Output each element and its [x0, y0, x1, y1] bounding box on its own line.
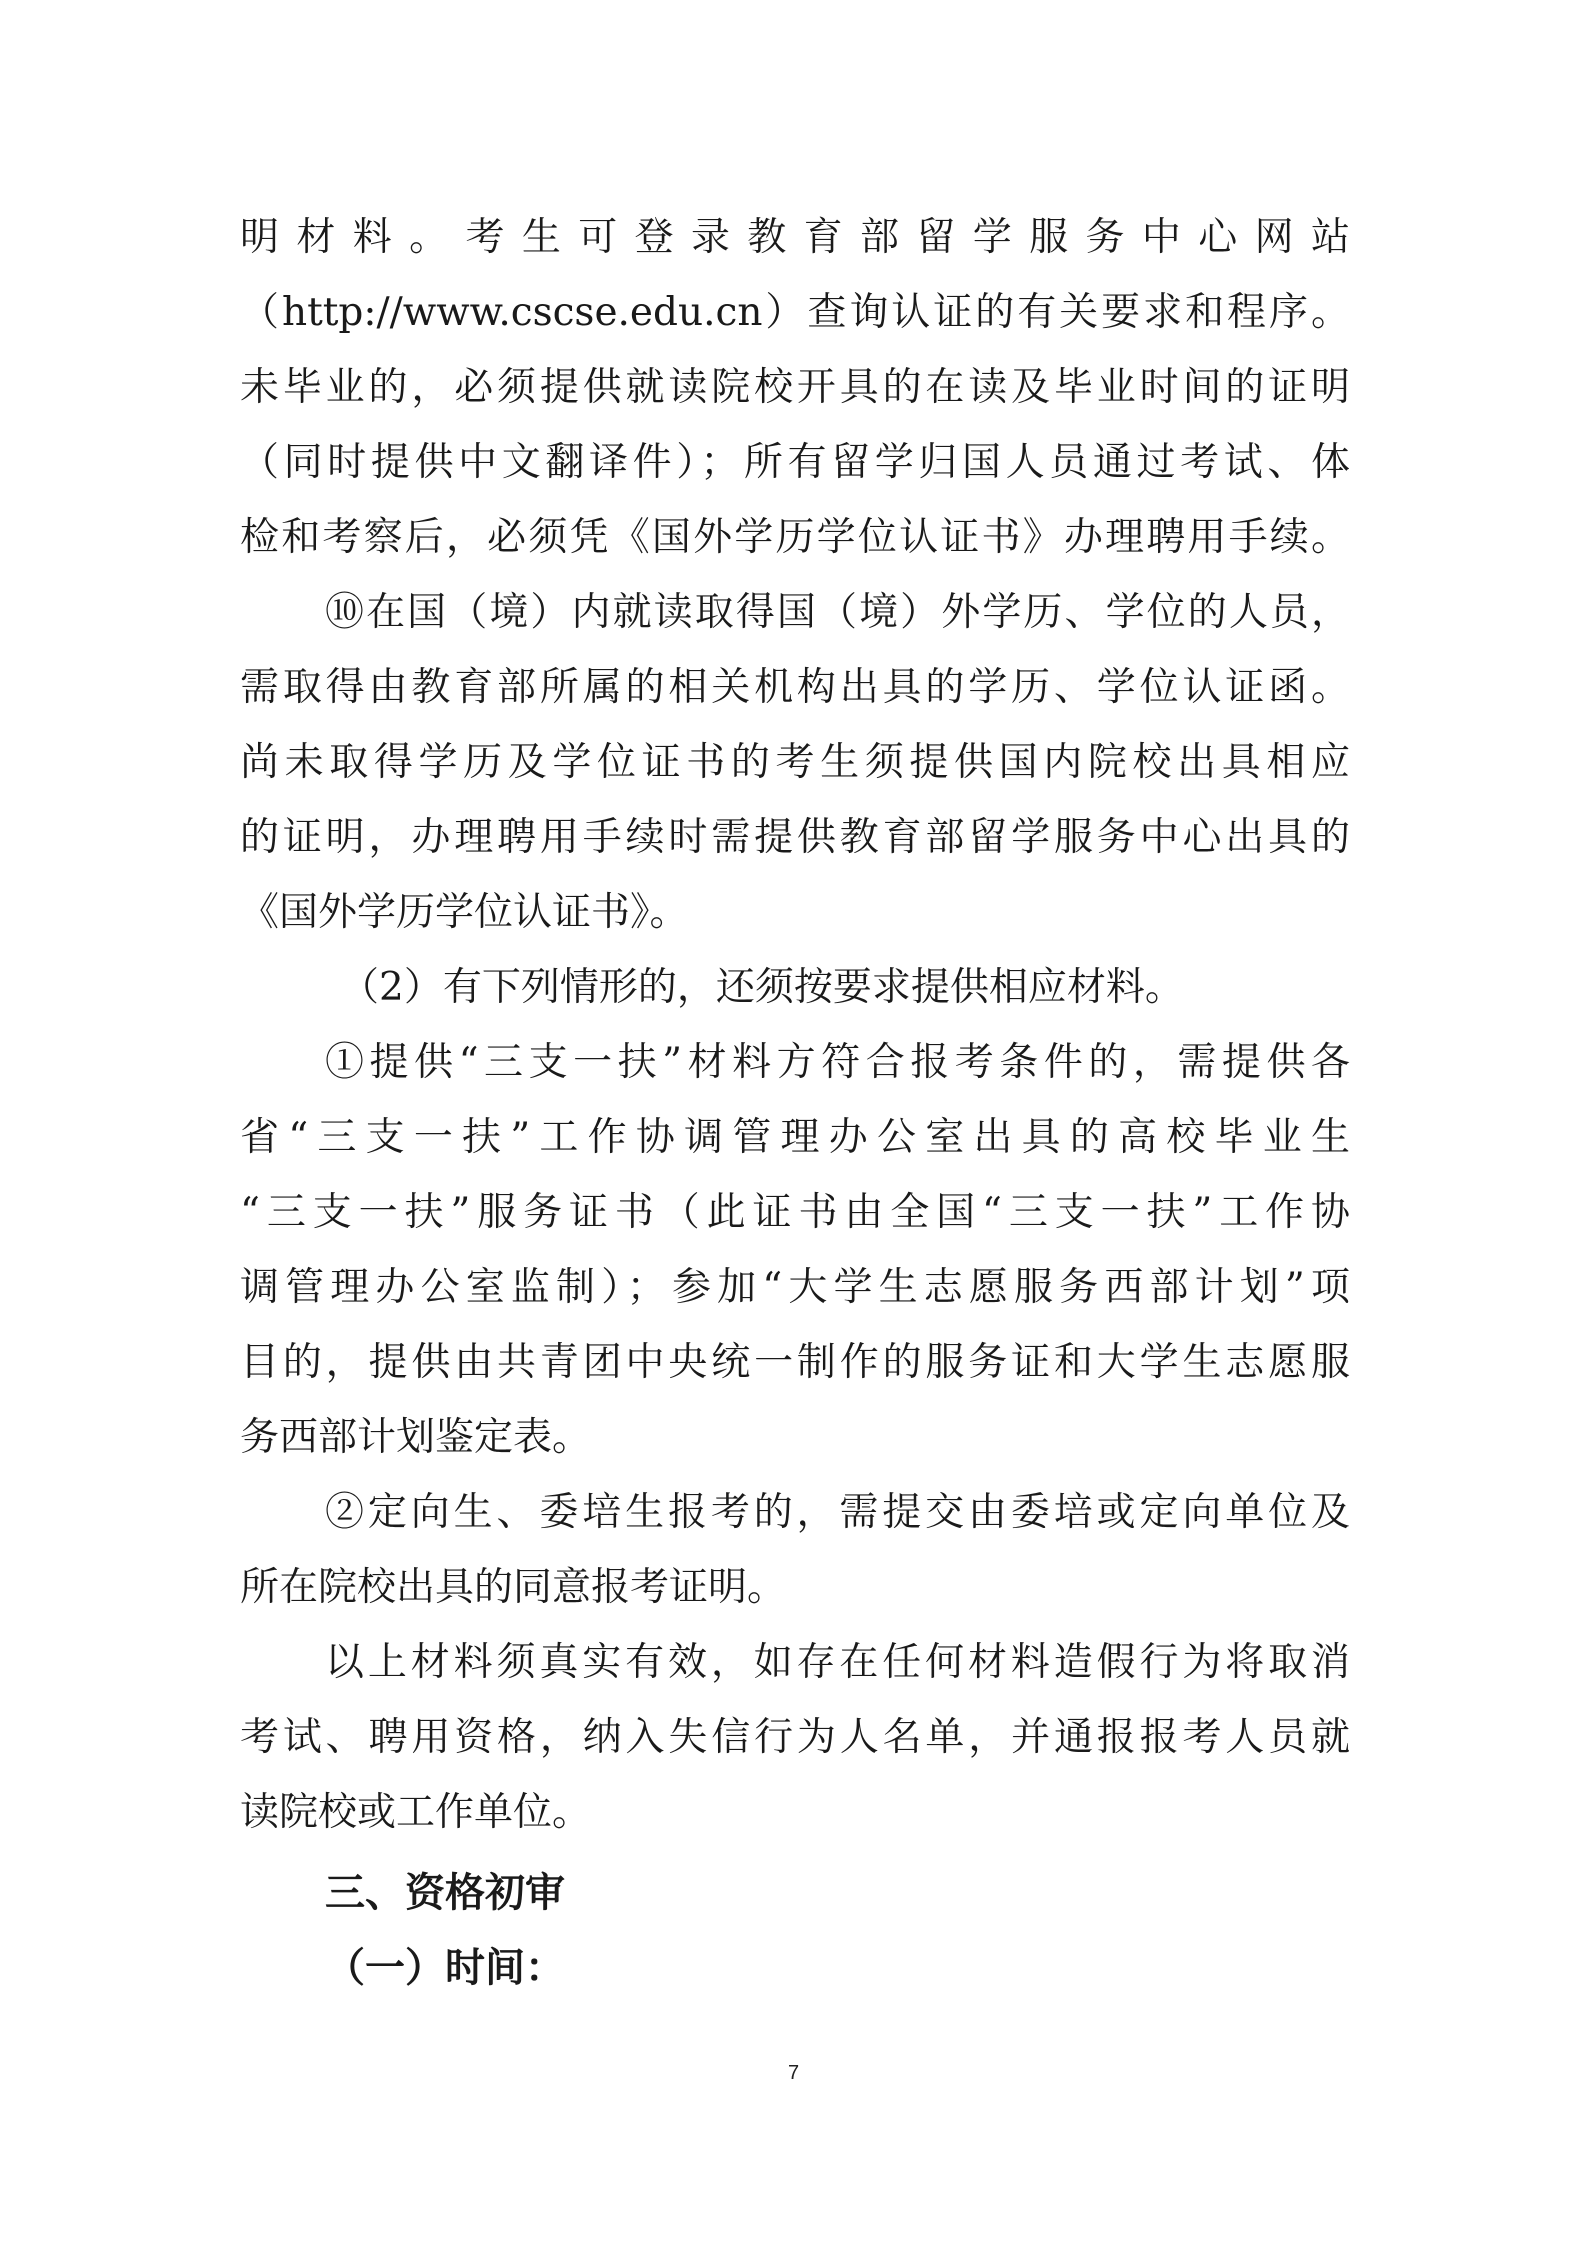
text-line: 考试、聘用资格，纳入失信行为人名单，并通报报考人员就 [240, 1715, 1350, 1760]
text-line: 以上材料须真实有效，如存在任何材料造假行为将取消 [325, 1640, 1350, 1685]
document-body [240, 200, 1350, 2006]
text-line: 务西部计划鉴定表。 [240, 1415, 592, 1460]
text-line: 需取得由教育部所属的相关机构出具的学历、学位认证函。 [240, 665, 1350, 710]
text-line: 省“三支一扶”工作协调管理办公室出具的高校毕业生 [240, 1115, 1350, 1160]
text-line: 所在院校出具的同意报考证明。 [240, 1565, 787, 1610]
text-line: 《国外学历学位认证书》。 [240, 890, 689, 935]
text-line: 明材料。考生可登录教育部留学服务中心网站 [240, 215, 1350, 260]
subsection-heading: （一）时间： [325, 1945, 565, 1991]
text-line: ②定向生、委培生报考的，需提交由委培或定向单位及 [325, 1490, 1350, 1535]
text-line: ⑩在国（境）内就读取得国（境）外学历、学位的人员， [325, 590, 1350, 635]
section-heading: 三、资格初审 [325, 1870, 565, 1916]
text-line: 的证明，办理聘用手续时需提供教育部留学服务中心出具的 [240, 815, 1350, 860]
text-line: 调管理办公室监制）；参加“大学生志愿服务西部计划”项 [240, 1265, 1350, 1310]
text-line: ①提供“三支一扶”材料方符合报考条件的，需提供各 [325, 1040, 1350, 1085]
text-line: 目的，提供由共青团中央统一制作的服务证和大学生志愿服 [240, 1340, 1350, 1385]
text-line: 读院校或工作单位。 [240, 1790, 592, 1835]
page-number: 7 [787, 2062, 800, 2084]
text-line: 未毕业的，必须提供就读院校开具的在读及毕业时间的证明 [240, 365, 1350, 410]
text-line: 检和考察后，必须凭《国外学历学位认证书》办理聘用手续。 [240, 515, 1350, 560]
text-line: 尚未取得学历及学位证书的考生须提供国内院校出具相应 [240, 740, 1350, 785]
text-line: （同时提供中文翻译件）；所有留学归国人员通过考试、体 [240, 440, 1350, 485]
text-line: （2）有下列情形的，还须按要求提供相应材料。 [340, 965, 1184, 1010]
text-line: “三支一扶”服务证书（此证书由全国“三支一扶”工作协 [240, 1190, 1350, 1235]
text-line: （http://www.cscse.edu.cn）查询认证的有关要求和程序。 [240, 290, 1350, 335]
